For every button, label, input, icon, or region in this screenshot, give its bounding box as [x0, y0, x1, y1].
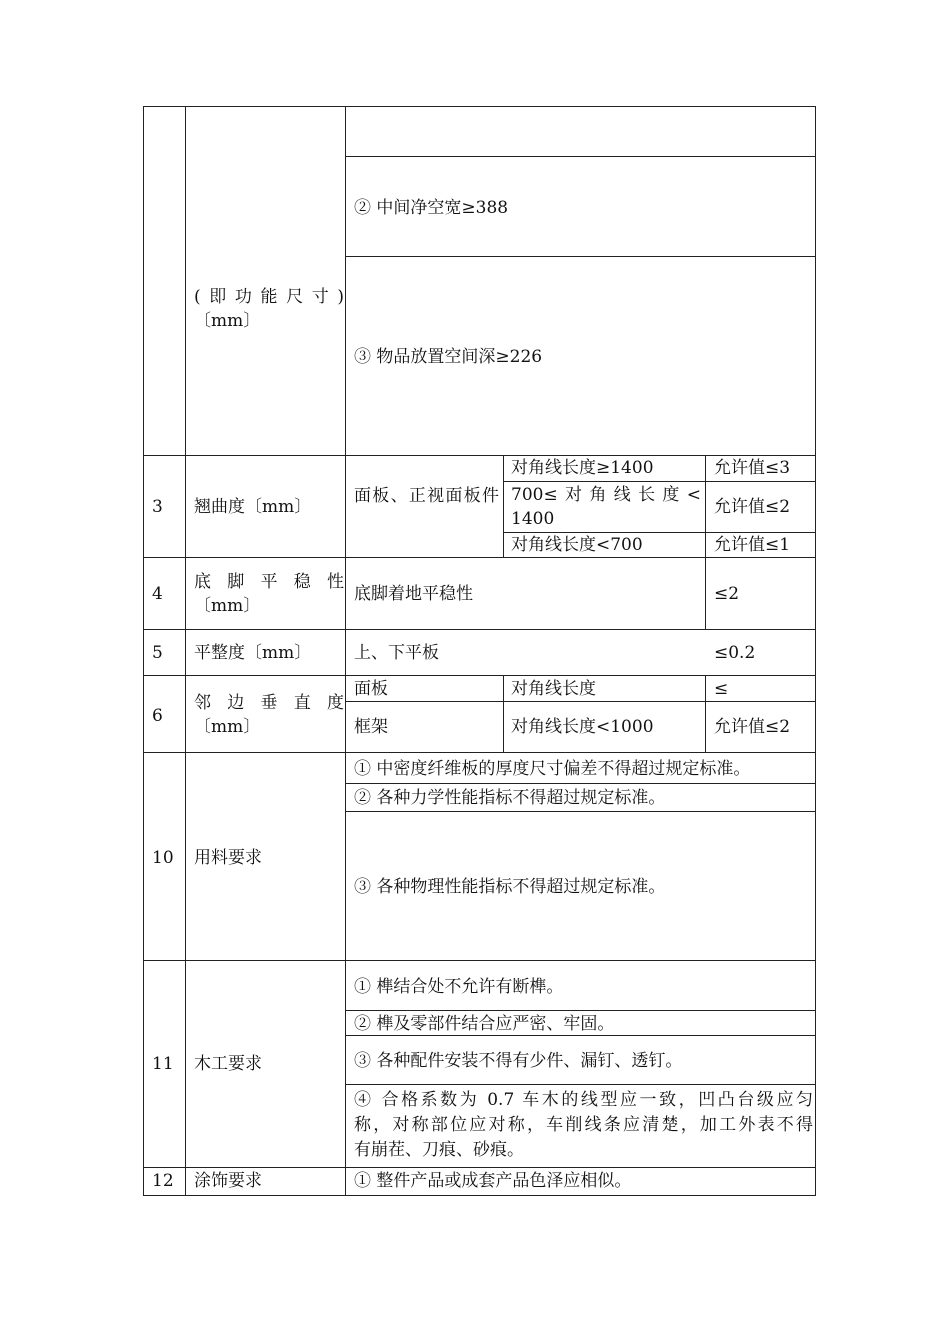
row-divider	[143, 629, 816, 630]
cell-divider	[345, 1084, 816, 1085]
column-divider-2	[345, 106, 346, 1196]
cell-divider	[345, 783, 816, 784]
row-divider	[143, 960, 816, 961]
table-border-top	[143, 106, 816, 107]
item-name-line1: 邻边垂直度	[194, 693, 344, 713]
requirement-text: ② 各种力学性能指标不得超过规定标准。	[354, 788, 666, 808]
item-number: 11	[152, 1054, 174, 1074]
column-divider-6	[503, 675, 504, 752]
allowed-value: ≤0.2	[714, 643, 756, 663]
condition-text-line2: 1400	[511, 509, 555, 529]
condition-text-line1: 700≤对角线长度<	[511, 485, 701, 505]
part-name: 底脚着地平稳性	[354, 584, 473, 604]
item-name-line2: 〔mm〕	[194, 311, 261, 331]
condition-text: 对角线长度<1000	[511, 717, 654, 737]
item-number: 10	[152, 848, 174, 868]
table-border-bottom	[143, 1195, 816, 1196]
column-divider-7	[705, 675, 706, 752]
requirement-text: ② 榫及零部件结合应严密、牢固。	[354, 1014, 615, 1034]
item-name-line1: (即功能尺寸)	[194, 287, 344, 307]
item-name-line2: 〔mm〕	[194, 596, 261, 616]
part-name: 面板、正视面板件	[354, 486, 499, 506]
part-name: 面板	[354, 679, 388, 699]
cell-divider	[345, 256, 816, 257]
table-border-right	[815, 106, 816, 1196]
cell-divider	[345, 701, 816, 702]
allowed-value: 允许值≤2	[714, 717, 791, 737]
row-divider	[143, 752, 816, 753]
part-name: 框架	[354, 717, 388, 737]
item-number: 4	[152, 584, 163, 604]
allowed-value: ≤2	[714, 584, 740, 604]
item-name: 涂饰要求	[194, 1171, 262, 1191]
condition-text: 对角线长度<700	[511, 535, 643, 555]
requirement-text-line1: ④ 合格系数为 0.7 车木的线型应一致，凹凸台级应匀	[354, 1090, 813, 1110]
item-name-line1: 底脚平稳性	[194, 572, 344, 592]
row-divider	[143, 1167, 816, 1168]
row-divider	[143, 675, 816, 676]
requirement-text: ③ 物品放置空间深≥226	[354, 347, 543, 367]
item-number: 12	[152, 1171, 174, 1191]
item-name-line2: 〔mm〕	[194, 717, 261, 737]
item-name: 木工要求	[194, 1054, 262, 1074]
item-number: 6	[152, 706, 163, 726]
requirement-text: ① 榫结合处不允许有断榫。	[354, 977, 564, 997]
part-name: 上、下平板	[354, 643, 439, 663]
allowed-value: 允许值≤2	[714, 497, 791, 517]
row-divider	[143, 557, 816, 558]
allowed-value: ≤	[714, 679, 729, 699]
requirement-text: ③ 各种物理性能指标不得超过规定标准。	[354, 877, 666, 897]
allowed-value: 允许值≤3	[714, 458, 791, 478]
requirement-text: ① 整件产品或成套产品色泽应相似。	[354, 1171, 632, 1191]
cell-divider	[345, 811, 816, 812]
item-number: 3	[152, 497, 163, 517]
requirement-text: ③ 各种配件安装不得有少件、漏钉、透钉。	[354, 1051, 683, 1071]
column-divider-3	[503, 455, 504, 557]
table-border-left	[143, 106, 144, 1196]
column-divider-1	[185, 106, 186, 1196]
item-number: 5	[152, 643, 163, 663]
cell-divider	[503, 481, 816, 482]
requirement-text-line3: 有崩茬、刀痕、砂痕。	[354, 1140, 524, 1160]
condition-text: 对角线长度	[511, 679, 596, 699]
allowed-value: 允许值≤1	[714, 535, 791, 555]
column-divider-5	[705, 557, 706, 629]
item-name: 平整度〔mm〕	[194, 643, 312, 663]
condition-text: 对角线长度≥1400	[511, 458, 654, 478]
item-name: 翘曲度〔mm〕	[194, 497, 312, 517]
requirement-text: ① 中密度纤维板的厚度尺寸偏差不得超过规定标准。	[354, 759, 751, 779]
column-divider-4	[705, 455, 706, 557]
requirement-text: ② 中间净空宽≥388	[354, 198, 509, 218]
cell-divider	[345, 1010, 816, 1011]
requirement-text-line2: 称，对称部位应对称，车削线条应清楚，加工外表不得	[354, 1115, 813, 1135]
cell-divider	[345, 156, 816, 157]
item-name: 用料要求	[194, 848, 262, 868]
